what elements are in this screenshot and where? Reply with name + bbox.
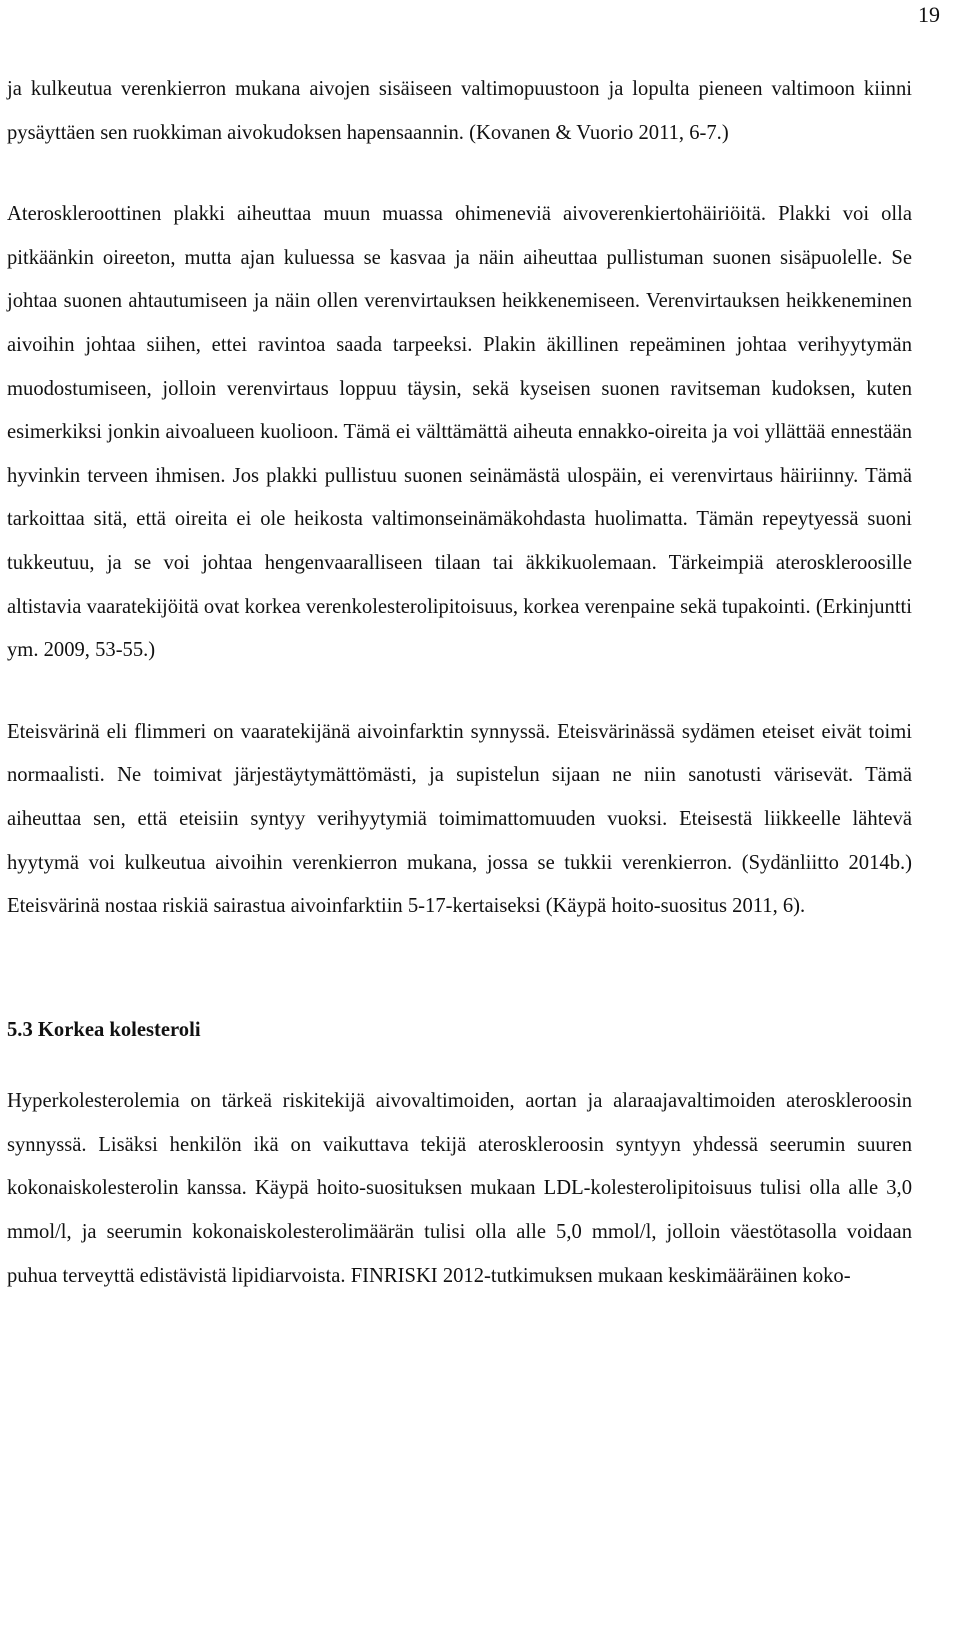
- paragraph-embolism: ja kulkeutua verenkierron mukana aivojen sisäiseen valtimopuustoon ja lopulta pieneen valtimoon kiinni pysäyttäen sen ruokkiman aivokudoksen hapensaannin. (Kovanen & Vuorio 2011, 6-7.): [7, 78, 912, 144]
- paragraph-cholesterol: Hyperkolesterolemia on tärkeä riskitekijä aivovaltimoiden, aortan ja alaraajavaltimoiden ateroskleroosin synnyssä. Lisäksi henkilön ikä on vaikuttava tekijä ateroskleroosin syntyyn yhdessä seerumin suuren kokonaiskolesterolin kanssa. Käypä hoito-suosituksen mukaan LDL-kolesterolipitoisuus tulisi olla alle 3,0 mmol/l, ja seerumin kokonaiskolesterolimäärän tulisi olla alle 5,0 mmol/l, jolloin väestötasolla voidaan puhua terveyttä edistävistä lipidiarvoista. FINRISKI 2012-tutkimuksen mukaan keskimääräinen koko-: [7, 1090, 912, 1287]
- section-title: Korkea kolesteroli: [37, 1018, 201, 1041]
- document-body: [7, 68, 912, 1298]
- paragraph-atrial-fibrillation: Eteisvärinä eli flimmeri on vaaratekijänä aivoinfarktin synnyssä. Eteisvärinässä sydämen eteiset eivät toimi normaalisti. Ne toimivat järjestäytymättömästi, ja supistelun sijaan ne niin sanotusti värisevät. Tämä aiheuttaa sen, että eteisiin syntyy verihyytymiä toimimattomuuden vuoksi. Eteisestä liikkeelle lähtevä hyytymä voi kulkeutua aivoihin verenkierron mukana, jossa se tukkii verenkierron. (Sydänliitto 2014b.) Eteisvärinä nostaa riskiä sairastua aivoinfarktiin 5-17-kertaiseksi (Käypä hoito-suositus 2011, 6).: [7, 720, 912, 918]
- section-number: 5.3: [7, 1018, 33, 1041]
- paragraph-plaque: Ateroskleroottinen plakki aiheuttaa muun muassa ohimeneviä aivoverenkiertohäiriöitä. Plakki voi olla pitkäänkin oireeton, mutta ajan kuluessa se kasvaa ja näin aiheuttaa pullistuman suonen sisäpuolelle. Se johtaa suonen ahtautumiseen ja näin ollen verenvirtauksen heikkenemiseen. Verenvirtauksen heikkeneminen aivoihin johtaa siihen, ettei ravintoa saada tarpeeksi. Plakin äkillinen repeäminen johtaa verihyytymän muodostumiseen, jolloin verenvirtaus loppuu täysin, sekä kyseisen suonen ravitseman kudoksen, kuten esimerkiksi jonkin aivoalueen kuolioon. Tämä ei välttämättä aiheuta ennakko-oireita ja voi yllättää ennestään hyvinkin terveen ihmisen. Jos plakki pullistuu suonen seinämästä ulospäin, ei verenvirtaus häiriinny. Tämä tarkoittaa sitä, että oireita ei ole heikosta valtimonseinämäkohdasta huolimatta. Tämän repeytyessä suoni tukkeutuu, ja se voi johtaa hengenvaaralliseen tilaan tai äkkikuolemaan. Tärkeimpiä ateroskleroosille altistavia vaaratekijöitä ovat korkea verenkolesterolipitoisuus, korkea verenpaine sekä tupakointi. (Erkinjuntti ym. 2009, 53-55.): [7, 203, 912, 662]
- section-heading: [7, 1009, 912, 1053]
- page-number: 19: [918, 2, 940, 27]
